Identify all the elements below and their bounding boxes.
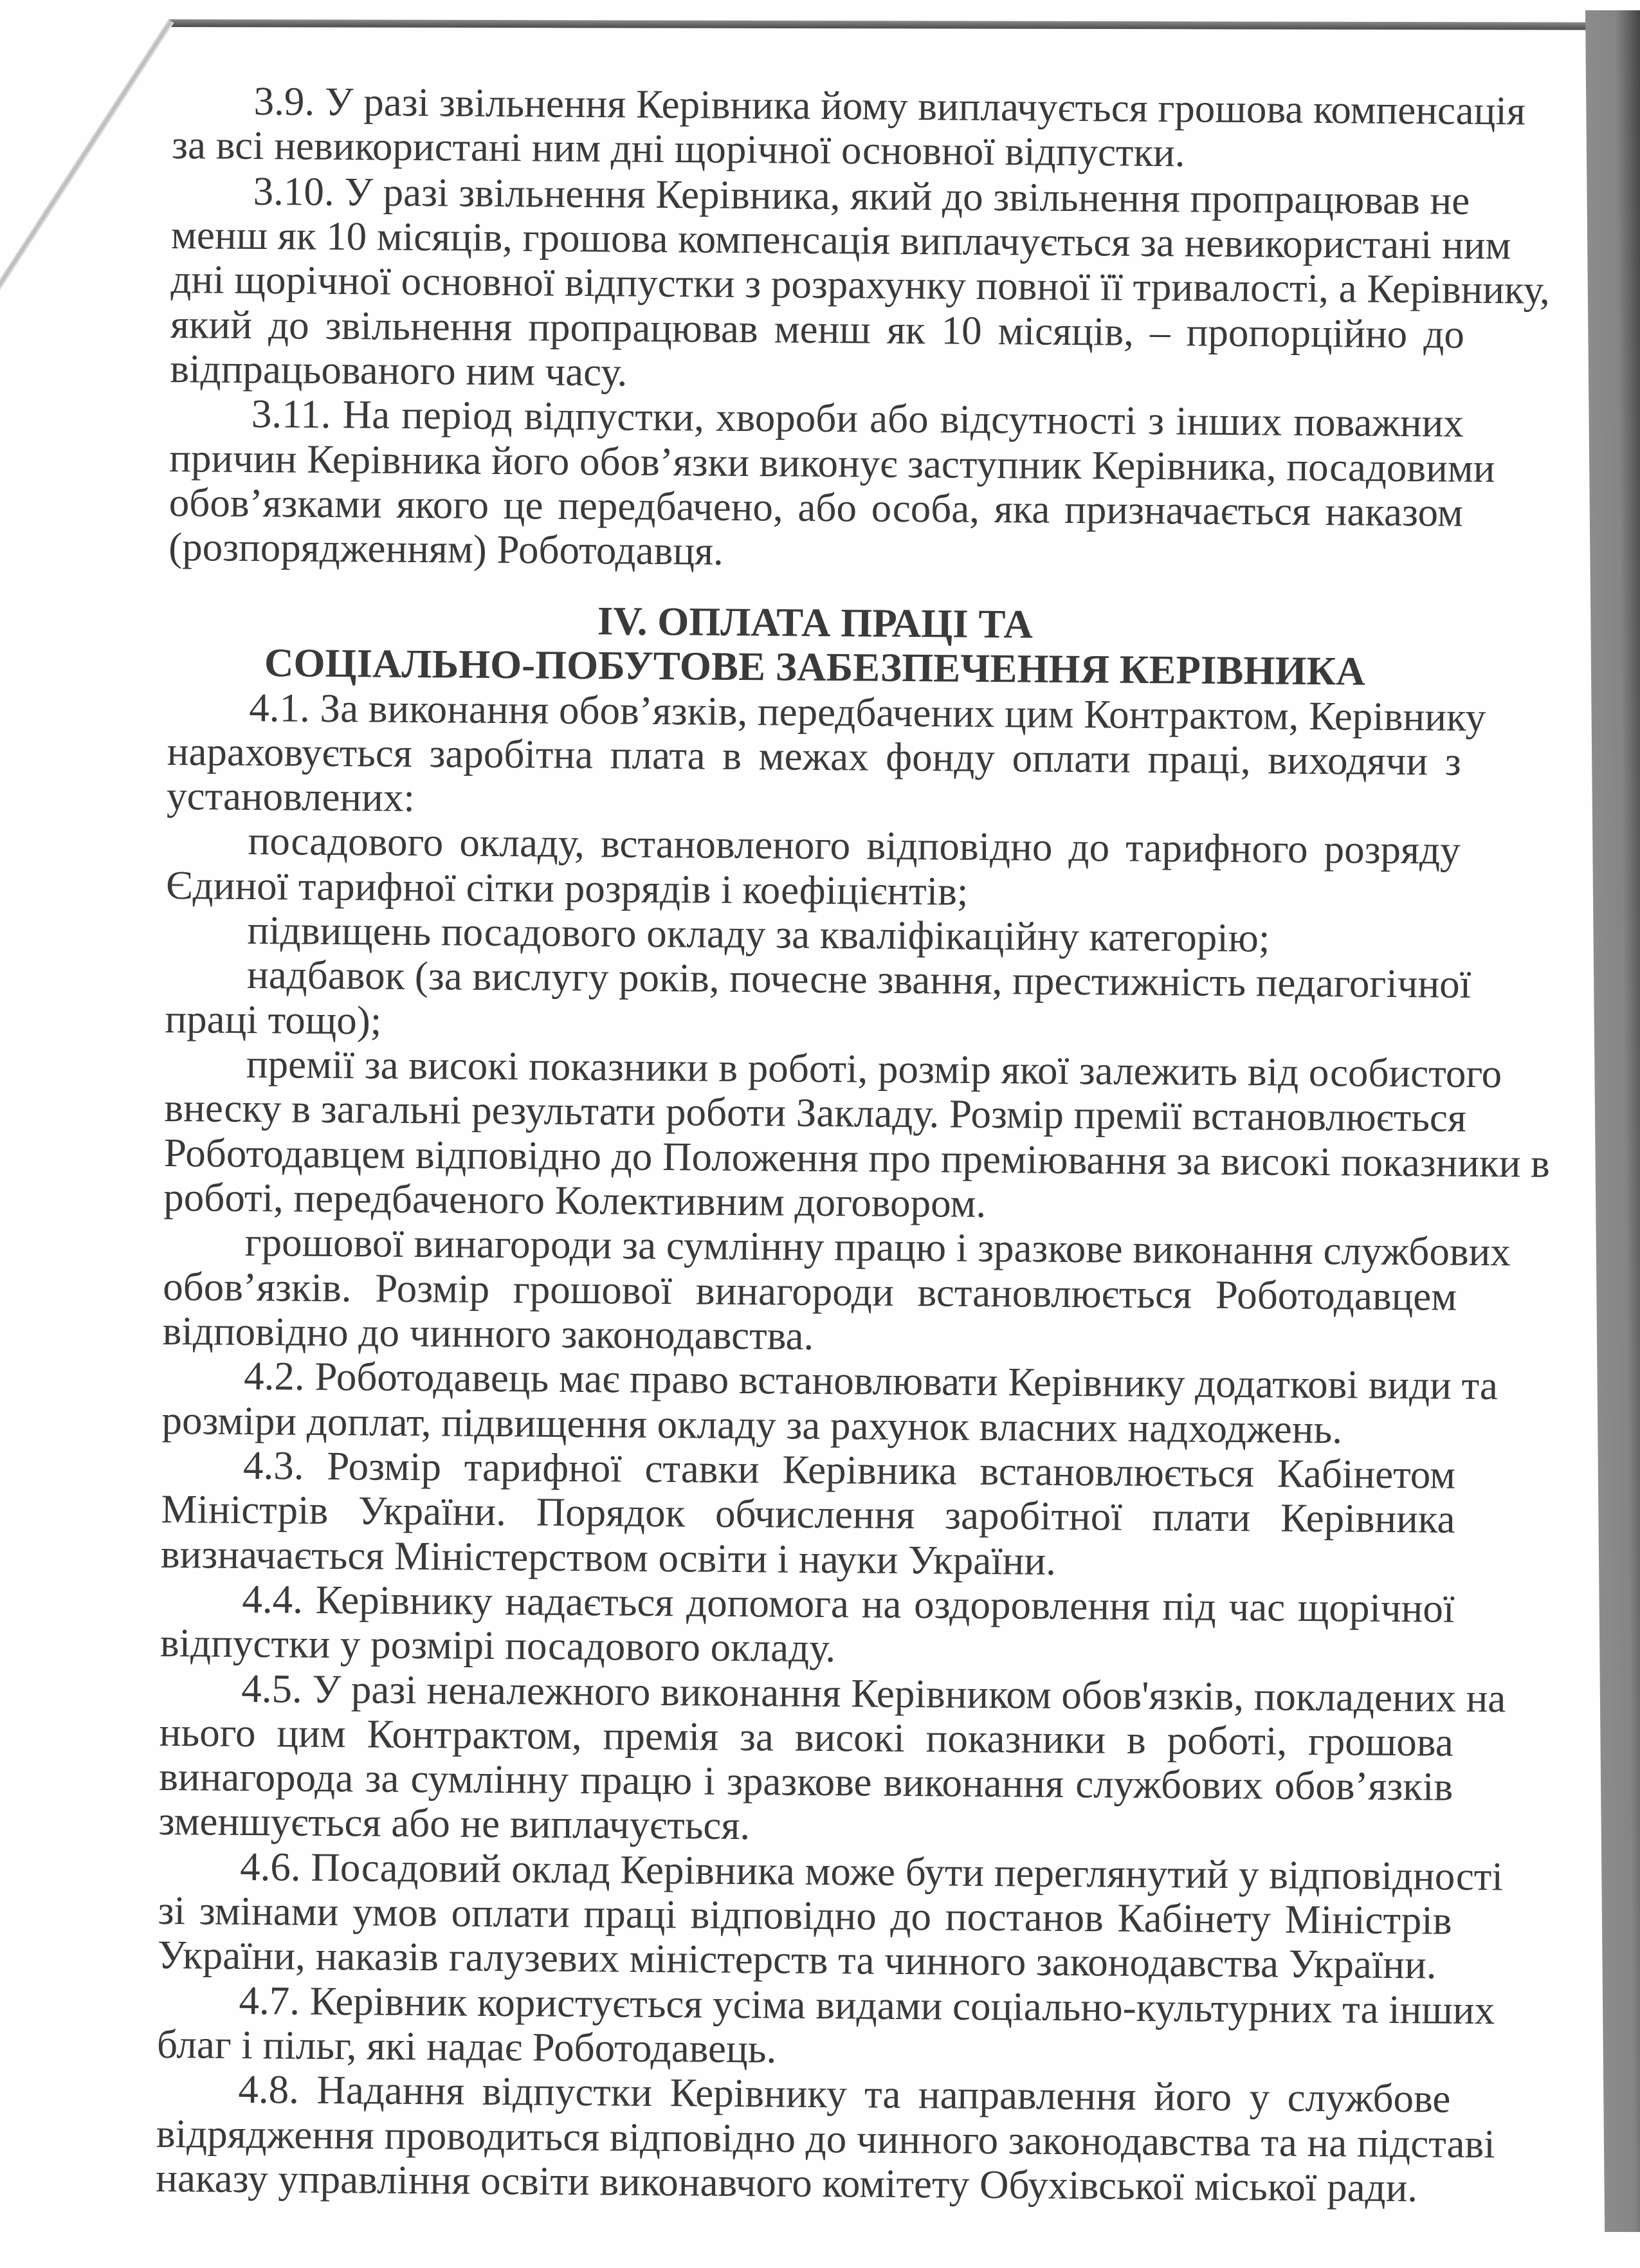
paragraph-3-9-line-1: 3.9. У разі звільнення Керівника йому виплачується грошова компенсація [253, 78, 1526, 134]
paragraph-4-1e-line-2: обов’язків. Розмір грошової винагороди встановлюється Роботодавцем [162, 1263, 1457, 1319]
paragraph-3-10-line-2: менш як 10 місяців, грошова компенсація виплачується за невикористані ним [170, 212, 1511, 268]
paragraph-3-10-line-1: 3.10. У разі звільнення Керівника, який до звільнення пропрацював не [253, 168, 1470, 223]
paragraph-4-2-line-1: 4.2. Роботодавець має право встановлювати Керівнику додаткові види та [243, 1353, 1499, 1409]
paragraph-4-2-line-2: розміри доплат, підвищення окладу за рахунок власних надходжень. [161, 1397, 1343, 1452]
section-4-heading-line-1: IV. ОПЛАТА ПРАЦІ ТА [597, 598, 1034, 647]
paragraph-4-1d-line-3: Роботодавцем відповідно до Положення про преміювання за високі показники в [163, 1129, 1551, 1186]
paragraph-4-1-line-2: нараховується заробітна плата в межах фонду оплати праці, виходячи з [167, 728, 1461, 784]
paragraph-4-1a-line-2: Єдиної тарифної сітки розрядів і коефіцієнтів; [165, 862, 969, 914]
paragraph-4-1d-line-1: премії за високі показники в роботі, розмір якої залежить від особистого [246, 1041, 1502, 1097]
paragraph-4-3-line-2: Міністрів України. Порядок обчислення заробітної плати Керівника [161, 1486, 1455, 1542]
paragraph-4-7-line-1: 4.7. Керівник користується усіма видами соціально-культурних та інших [239, 1977, 1495, 2033]
paragraph-4-8-line-3: наказу управління освіти виконавчого комітету Обухівської міської ради. [156, 2155, 1418, 2211]
paragraph-4-3-line-1: 4.3. Розмір тарифної ставки Керівника встановлюється Кабінетом [242, 1442, 1456, 1497]
paragraph-4-5-line-4: зменшується або не виплачується. [158, 1798, 751, 1849]
paragraph-3-10-line-4: який до звільнення пропрацював менш як 10 місяців, – пропорційно до [170, 301, 1465, 357]
paragraph-4-1c-line-1: надбавок (за вислугу років, почесне звання, престижність педагогічної [246, 952, 1471, 1007]
paragraph-4-8-line-2: відрядження проводиться відповідно до чинного законодавства та на підставі [156, 2110, 1496, 2166]
paragraph-4-1e-line-1: грошової винагороди за сумлінну працю і зразкове виконання службових [244, 1220, 1511, 1275]
paragraph-3-9-line-2: за всі невикористані ним дні щорічної основної відпустки. [171, 122, 1185, 176]
paragraph-4-4-line-2: відпустки у розмірі посадового окладу. [159, 1620, 836, 1671]
paragraph-4-7-line-2: благ і пільг, які надає Роботодавець. [156, 2021, 777, 2072]
section-4-heading-line-2: СОЦІАЛЬНО-ПОБУТОВЕ ЗАБЕЗПЕЧЕННЯ КЕРІВНИКА [264, 640, 1365, 694]
paragraph-4-8-line-1: 4.8. Надання відпустки Керівнику та направлення його у службове [238, 2067, 1451, 2122]
paragraph-3-10-line-5: відпрацьованого ним часу. [170, 345, 628, 395]
paragraph-4-1d-line-4: роботі, передбаченого Колективним договором. [163, 1174, 987, 1227]
paragraph-4-1-line-1: 4.1. За виконання обов’язків, передбачених цим Контрактом, Керівнику [249, 684, 1486, 740]
paragraph-3-11-line-3: обов’язками якого це передбачено, або особа, яка призначається наказом [169, 479, 1464, 535]
paragraph-4-1c-line-2: праці тощо); [165, 996, 382, 1043]
paragraph-4-1a-line-1: посадового окладу, встановленого відповідно до тарифного розряду [248, 818, 1461, 873]
paragraph-4-3-line-3: визначається Міністерством освіти і науки України. [160, 1531, 1057, 1584]
paragraph-4-4-line-1: 4.4. Керівнику надається допомога на оздоровлення під час щорічної [242, 1576, 1455, 1631]
paragraph-4-5-line-1: 4.5. У разі неналежного виконання Керівником обов'язків, покладених на [241, 1665, 1506, 1721]
paragraph-4-5-line-2: нього цим Контрактом, премія за високі показники в роботі, грошова [159, 1709, 1454, 1765]
paragraph-4-6-line-2: зі змінами умов оплати праці відповідно до постанов Кабінету Міністрів [158, 1888, 1452, 1943]
paragraph-3-11-line-4: (розпорядженням) Роботодавця. [168, 524, 724, 574]
paragraph-4-1e-line-3: відповідно до чинного законодавства. [162, 1308, 814, 1358]
paragraph-4-1b-line-1: підвищень посадового окладу за кваліфікаційну категорію; [247, 908, 1270, 961]
paragraph-4-5-line-3: винагорода за сумлінну працю і зразкове виконання службових обов’язків [158, 1754, 1453, 1809]
paragraph-3-10-line-3: дні щорічної основної відпустки з розрахунку повної її тривалості, а Керівнику, [170, 257, 1551, 313]
paragraph-4-1-line-3: установлених: [166, 773, 415, 821]
paragraph-4-1d-line-2: внеску в загальні результати роботи Закладу. Розмір премії встановлюється [164, 1085, 1467, 1141]
paragraph-3-11-line-2: причин Керівника його обов’язки виконує заступник Керівника, посадовими [169, 435, 1495, 491]
paragraph-3-11-line-1: 3.11. На період відпустки, хвороби або відсутності з інших поважних [251, 391, 1464, 446]
paragraph-4-6-line-3: України, наказів галузевих міністерств та чинного законодавства України. [157, 1932, 1437, 1988]
paragraph-4-6-line-1: 4.6. Посадовий оклад Керівника може бути переглянутий у відповідності [239, 1843, 1504, 1899]
